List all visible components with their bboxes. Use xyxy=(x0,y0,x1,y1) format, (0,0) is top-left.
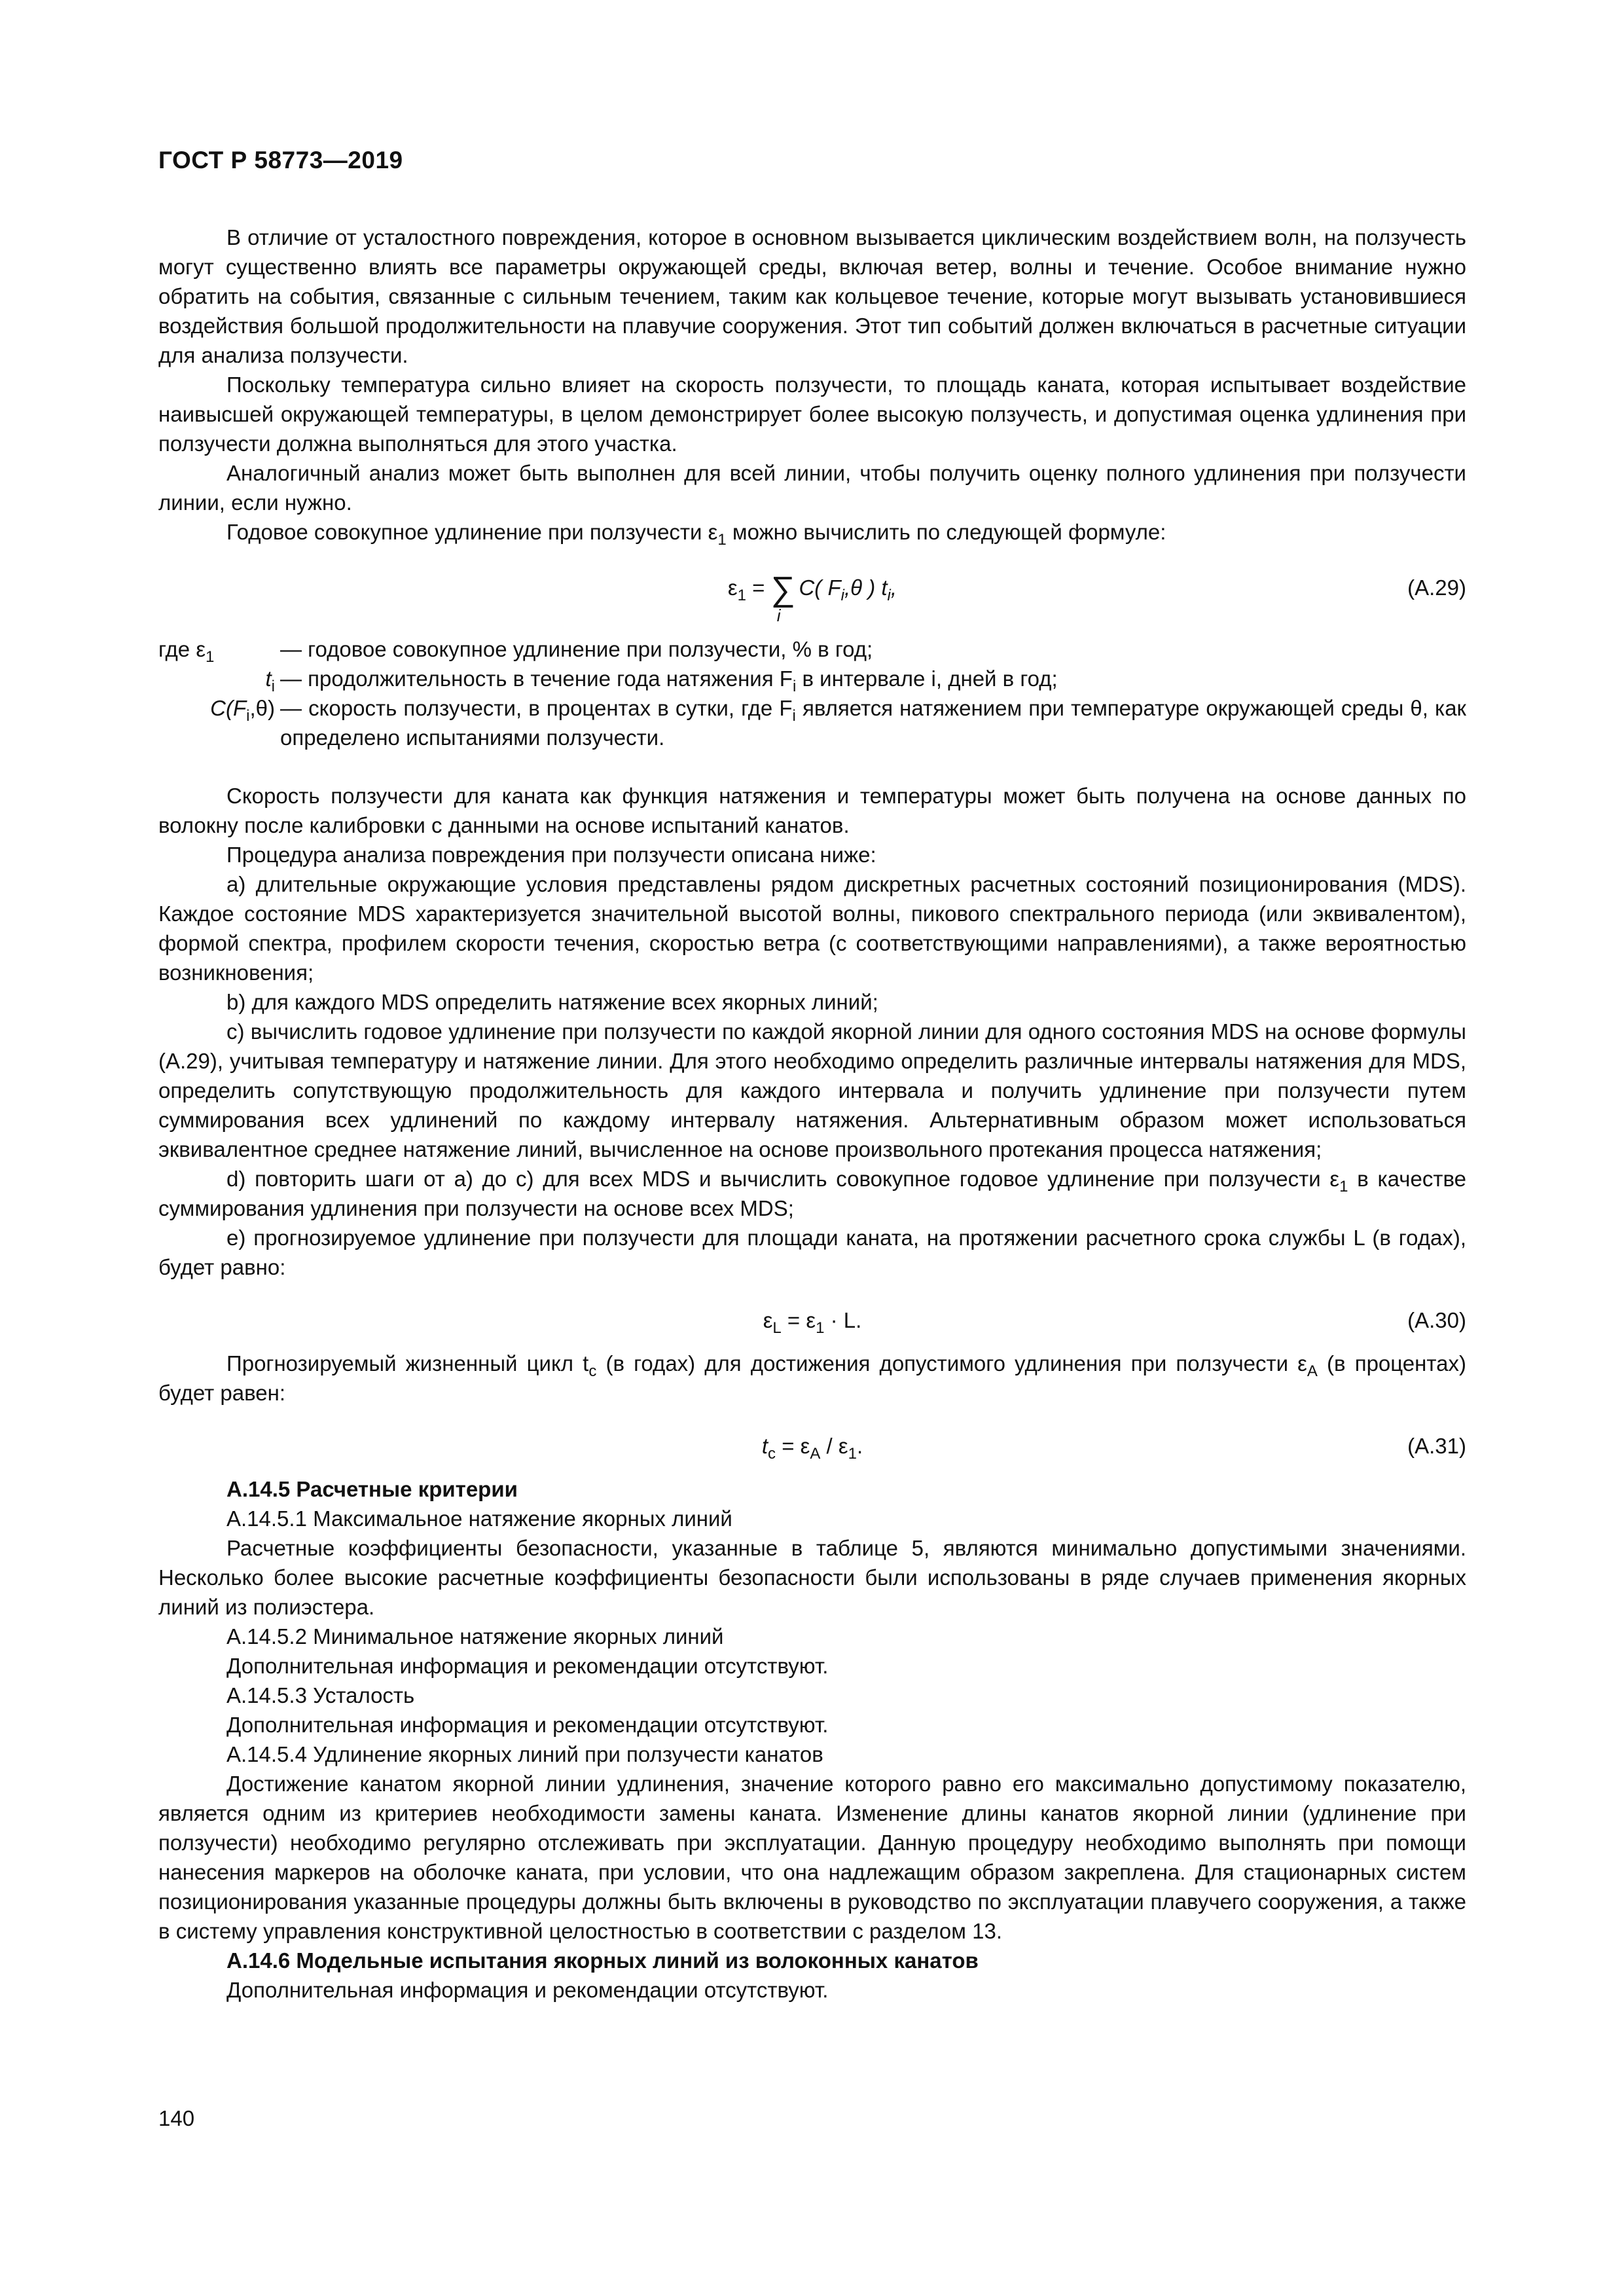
formula-number: (А.29) xyxy=(1407,575,1466,600)
subsection-heading: А.14.5.2 Минимальное натяжение якорных линий xyxy=(226,1624,724,1649)
page-number: 140 xyxy=(158,2106,195,2130)
list-item: а) длительные окружающие условия представлены рядом дискретных расчетных состояний позиционирования (MDS). Каждое состояние MDS характеризуется значительной высотой волны, пикового спектрального периода (или эквивалентом), формой спектра, профилем скорости течения, скоростью ветра (с соответствующими направлениями), а также вероятностью возникновения; xyxy=(158,872,1466,985)
formula-number: (А.30) xyxy=(1407,1308,1466,1332)
subsection-heading: А.14.5.3 Усталость xyxy=(226,1683,415,1707)
formula-expression: $\varepsilon_L = \varepsilon_1 \cdot L$. xyxy=(763,1308,862,1337)
list-item: d) повторить шаги от а) до с) для всех MDS и вычислить совокупное годовое удлинение при ползучести $\varepsilon_1$ в качестве суммирования удлинения при ползучести на основе всех MDS; xyxy=(158,1167,1466,1220)
paragraph: Дополнительная информация и рекомендации отсутствуют. xyxy=(226,1654,829,1678)
definition-row: $C(F_i,\theta)$ — скорость ползучести, в процентах в сутки, где $F_i$ является натяжением при температуре окружающей среды θ, как определено испытаниями ползучести. xyxy=(210,696,1466,750)
subsection-heading: А.14.5.4 Удлинение якорных линий при ползучести канатов xyxy=(226,1742,823,1766)
section-heading: А.14.6 Модельные испытания якорных линий из волоконных канатов xyxy=(226,1948,979,1973)
list-item: c) вычислить годовое удлинение при ползучести по каждой якорной линии для одного состояния MDS на основе формулы (А.29), учитывая температуру и натяжение линии. Для этого необходимо определить различные интервалы натяжения для MDS, определить сопутствующую продолжительность для каждого интервала и получить удлинение при ползучести путем суммирования всех удлинений по каждому интервалу натяжения. Альтернативным образом может использоваться эквивалентное среднее натяжение линий, вычисленное на основе произвольного протекания процесса натяжения; xyxy=(158,1019,1466,1161)
paragraph: Достижение канатом якорной линии удлинения, значение которого равно его максимально допустимому показателю, является одним из критериев необходимости замены каната. Изменение длины канатов якорной линии (удлинение при ползучести) необходимо регулярно отслеживать при эксплуатации. Данную процедуру необходимо выполнять при помощи нанесения маркеров на оболочке каната, при условии, что она надлежащим образом закреплена. Для стационарных систем позиционирования указанные процедуры должны быть включены в руководство по эксплуатации плавучего сооружения, а также в систему управления конструктивной целостностью в соответствии с разделом 13. xyxy=(158,1772,1466,1943)
paragraph: Поскольку температура сильно влияет на скорость ползучести, то площадь каната, которая испытывает воздействие наивысшей окружающей температуры, в целом демонстрирует более высокую ползучесть, и допустимая оценка удлинения при ползучести должна выполняться для этого участка. xyxy=(158,373,1466,456)
formula-number: (А.31) xyxy=(1407,1434,1466,1458)
list-item: b) для каждого MDS определить натяжение всех якорных линий; xyxy=(226,990,878,1014)
paragraph: Скорость ползучести для каната как функция натяжения и температуры может быть получена на основе данных по волокну после калибровки с данными на основе испытаний канатов. xyxy=(158,784,1466,837)
paragraph: Годовое совокупное удлинение при ползучести $\varepsilon_1$ можно вычислить по следующей формуле: xyxy=(226,520,1166,549)
paragraph: Дополнительная информация и рекомендации отсутствуют. xyxy=(226,1978,829,2002)
formula-expression: $\varepsilon_1 = \sum_iC$( $F_i,\theta$ ) $t_i$, xyxy=(727,570,897,625)
section-heading: А.14.5 Расчетные критерии xyxy=(226,1477,518,1501)
formula-a31 xyxy=(158,1419,1466,1465)
document-header: ГОСТ Р 58773—2019 xyxy=(158,147,403,173)
paragraph: В отличие от усталостного повреждения, которое в основном вызывается циклическим воздействием волн, на ползучесть могут существенно влиять все параметры окружающей среды, включая ветер, волны и течение. Особое внимание нужно обратить на события, связанные с сильным течением, таким как кольцевое течение, которые могут вызывать установившиеся воздействия большой продолжительности на плавучие сооружения. Этот тип событий должен включаться в расчетные ситуации для анализа ползучести. xyxy=(158,225,1466,367)
formula-expression: $t_c = \varepsilon_A / \varepsilon_1$. xyxy=(761,1434,863,1463)
paragraph: Аналогичный анализ может быть выполнен для всей линии, чтобы получить оценку полного удлинения при ползучести линии, если нужно. xyxy=(158,461,1466,515)
paragraph: Процедура анализа повреждения при ползучести описана ниже: xyxy=(226,843,876,867)
definitions xyxy=(158,634,1466,752)
list-item: e) прогнозируемое удлинение при ползучести для площади каната, на протяжении расчетного срока службы L (в годах), будет равно: xyxy=(158,1226,1466,1279)
document-body xyxy=(158,223,1466,2005)
subsection-heading: А.14.5.1 Максимальное натяжение якорных линий xyxy=(226,1506,732,1531)
paragraph: Прогнозируемый жизненный цикл $t_c$ (в годах) для достижения допустимого удлинения при ползучести $\varepsilon_A$ (в процентах) будет равен: xyxy=(158,1351,1466,1405)
formula-a30 xyxy=(158,1294,1466,1339)
definition-row: $t_i$ — продолжительность в течение года натяжения $F_i$ в интервале i, дней в год; xyxy=(265,666,1058,695)
formula-a29 xyxy=(158,561,1466,623)
paragraph: Расчетные коэффициенты безопасности, указанные в таблице 5, являются минимально допустимыми значениями. Несколько более высокие расчетные коэффициенты безопасности были использованы в ряде случаев применения якорных линий из полиэстера. xyxy=(158,1536,1466,1619)
paragraph: Дополнительная информация и рекомендации отсутствуют. xyxy=(226,1713,829,1737)
definition-row: где $\varepsilon_1$ — годовое совокупное удлинение при ползучести, % в год; xyxy=(158,637,873,666)
